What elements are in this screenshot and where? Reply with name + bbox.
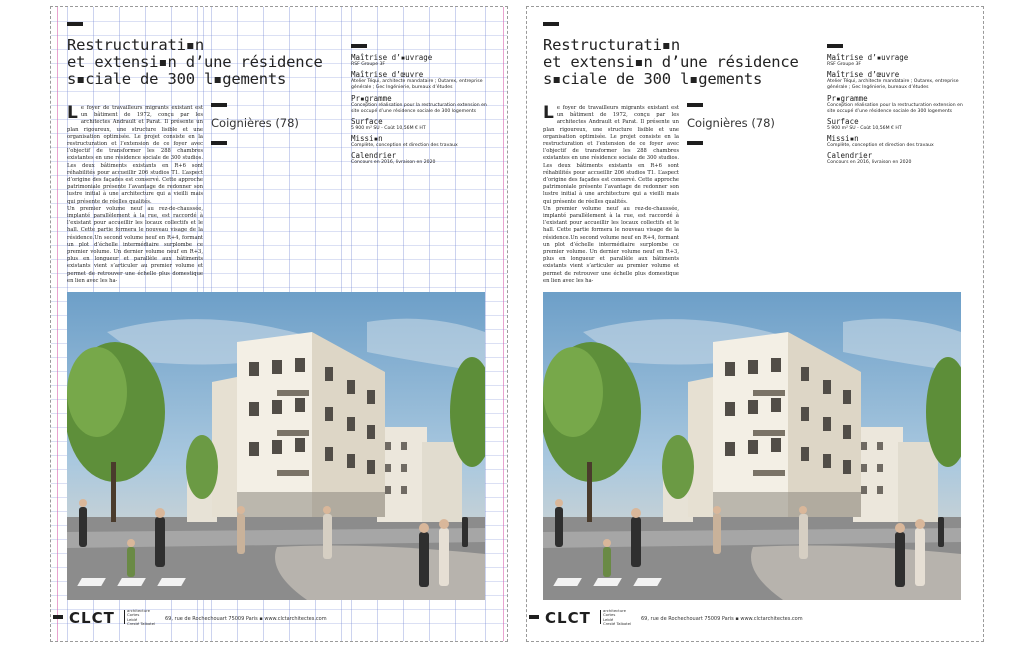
guide-line-horizontal bbox=[51, 287, 507, 288]
city-marker-bottom bbox=[687, 141, 703, 145]
logo-subtitle-line: architecture bbox=[603, 608, 626, 613]
clct-logo: CLCT bbox=[69, 609, 115, 627]
info-value: Concours en 2016, livraison en 2020 bbox=[351, 160, 436, 166]
info-label: Calendrier bbox=[827, 151, 873, 161]
title-line: s▪ciale de 300 l▪gements bbox=[67, 70, 287, 88]
intro-paragraph: Un premier volume neuf au rez-de-chaussée, implanté parallèlement à la rue, est raccordé à l’existant pour accueillir les locaux collectifs et le hall. Cette partie formera le nouveau visage de la résidence.Un second volume neuf en R+4, formant un plot d’échelle intermédiaire surplombe ce premier volume. Un dernier volume neuf en R+3, plus en longueur et parallèle aux bâtiments existants vient s’articuler au premier volume et permet de retrouver une échelle plus domestique en lien avec les ha- bbox=[67, 205, 203, 284]
info-label: Calendrier bbox=[351, 151, 397, 161]
margin-guide bbox=[503, 7, 504, 641]
title-line: et extensi▪n d’une résidence bbox=[67, 53, 323, 71]
logo-separator bbox=[124, 610, 125, 624]
footer-marker-bar bbox=[53, 615, 63, 619]
info-label: Missi▪n bbox=[351, 134, 383, 144]
title-marker-bar bbox=[67, 22, 83, 26]
info-value: RSF Groupe 3F bbox=[827, 62, 862, 67]
title-line: et extensi▪n d’une résidence bbox=[543, 53, 799, 71]
project-info bbox=[827, 51, 967, 168]
logo-subtitle bbox=[603, 609, 631, 627]
page-footer bbox=[53, 608, 483, 628]
drop-cap: L bbox=[543, 103, 554, 123]
logo-subtitle-line: Leblé bbox=[603, 616, 614, 622]
info-value: Complète, conception et direction des travaux bbox=[351, 143, 458, 149]
drop-cap: L bbox=[67, 103, 78, 123]
guide-line-horizontal bbox=[51, 21, 507, 22]
logo-subtitle bbox=[127, 609, 155, 627]
city-marker-top bbox=[211, 103, 227, 107]
info-label: Pr▪gramme bbox=[827, 93, 868, 103]
title-line: Restructurati▪n bbox=[67, 36, 204, 54]
intro-text bbox=[67, 105, 203, 285]
page-footer bbox=[529, 608, 959, 628]
info-value: Atelier Téqui, architecte mandataire ; Outarex, entreprise générale ; Gec Ingénierie, bureaux d’études bbox=[827, 79, 959, 91]
info-value: Atelier Téqui, architecte mandataire ; Outarex, entreprise générale ; Gec Ingénierie, bureaux d’études bbox=[351, 79, 483, 91]
info-label: Surface bbox=[351, 117, 383, 127]
info-value: Complète, conception et direction des travaux bbox=[827, 143, 934, 149]
title-line: s▪ciale de 300 l▪gements bbox=[543, 70, 763, 88]
info-value: RSF Groupe 3F bbox=[351, 62, 386, 67]
info-value: Concours en 2016, livraison en 2020 bbox=[827, 160, 912, 166]
footer-marker-bar bbox=[529, 615, 539, 619]
info-label: Maîtrise d’œuvre bbox=[351, 70, 424, 80]
info-marker-bar bbox=[827, 44, 843, 48]
city-label: Coignières (78) bbox=[211, 116, 299, 130]
logo-subtitle-line: architecture bbox=[127, 608, 150, 613]
info-label: Maîtrise d’œuvre bbox=[827, 70, 900, 80]
footer-address: 69, rue de Rochechouart 75009 Paris ▪ www.clctarchitectes.com bbox=[165, 616, 327, 622]
info-value: 5 900 m² SU - Coût 10,56M € HT bbox=[827, 126, 902, 132]
logo-subtitle-line: Leblé bbox=[127, 616, 138, 622]
page-with-guides bbox=[50, 6, 508, 642]
footer-address: 69, rue de Rochechouart 75009 Paris ▪ www.clctarchitectes.com bbox=[641, 616, 803, 622]
info-value: Conception réalisation pour la restructuration extension en site occupé d’une résidence sociale de 300 logements bbox=[351, 102, 487, 114]
title-line: Restructurati▪n bbox=[543, 36, 680, 54]
logo-subtitle-line: Cresté Talbotel bbox=[603, 621, 632, 627]
page-title bbox=[543, 37, 823, 88]
intro-text bbox=[543, 105, 679, 285]
info-label: Maîtrise d’▪uvrage bbox=[351, 53, 433, 62]
clct-logo: CLCT bbox=[545, 609, 591, 627]
info-label: Maîtrise d’▪uvrage bbox=[827, 53, 909, 62]
info-value: Conception réalisation pour la restructuration extension en site occupé d’une résidence sociale de 300 logements bbox=[827, 102, 963, 114]
intro-paragraph: e foyer de travailleurs migrants existant est un bâtiment de 1972, conçu par les architectes Andrault et Parat. Il présente un plan rigoureux, une structure lisible et une organisation optimisée. Le projet consiste en la restructuration et l’extension de ce foyer avec l’objectif de transformer les 288 chambres existantes en une résidence sociale de 300 studios. Les deux bâtiments existants en R+6 sont réhabilités pour accueillir 206 studios T1. L’aspect d’origine des façades est conservé. Cette approche patrimoniale présente l’avantage de redonner son lustre initial à une architecture qui a vieilli mais qui présente de réelles qualités. bbox=[543, 105, 679, 205]
logo-subtitle-line: Cortes bbox=[127, 612, 140, 618]
info-value: 5 900 m² SU - Coût 10,56M € HT bbox=[351, 126, 426, 132]
margin-guide bbox=[57, 7, 58, 641]
city-marker-bottom bbox=[211, 141, 227, 145]
project-info bbox=[351, 51, 491, 168]
info-label: Missi▪n bbox=[827, 134, 859, 144]
architectural-rendering bbox=[67, 292, 485, 600]
city-marker-top bbox=[687, 103, 703, 107]
title-marker-bar bbox=[543, 22, 559, 26]
info-marker-bar bbox=[351, 44, 367, 48]
page-preview bbox=[526, 6, 984, 642]
info-label: Pr▪gramme bbox=[351, 93, 392, 103]
page-title bbox=[67, 37, 347, 88]
logo-separator bbox=[600, 610, 601, 624]
city-label: Coignières (78) bbox=[687, 116, 775, 130]
info-label: Surface bbox=[827, 117, 859, 127]
page-spread bbox=[50, 6, 986, 642]
logo-subtitle-line: Cresté Talbotel bbox=[127, 621, 156, 627]
architectural-rendering bbox=[543, 292, 961, 600]
intro-paragraph: Un premier volume neuf au rez-de-chaussée, implanté parallèlement à la rue, est raccordé à l’existant pour accueillir les locaux collectifs et le hall. Cette partie formera le nouveau visage de la résidence.Un second volume neuf en R+4, formant un plot d’échelle intermédiaire surplombe ce premier volume. Un dernier volume neuf en R+3, plus en longueur et parallèle aux bâtiments existants vient s’articuler au premier volume et permet de retrouver une échelle plus domestique en lien avec les ha- bbox=[543, 205, 679, 284]
logo-subtitle-line: Cortes bbox=[603, 612, 616, 618]
intro-paragraph: e foyer de travailleurs migrants existant est un bâtiment de 1972, conçu par les architectes Andrault et Parat. Il présente un plan rigoureux, une structure lisible et une organisation optimisée. Le projet consiste en la restructuration et l’extension de ce foyer avec l’objectif de transformer les 288 chambres existantes en une résidence sociale de 300 studios. Les deux bâtiments existants en R+6 sont réhabilités pour accueillir 206 studios T1. L’aspect d’origine des façades est conservé. Cette approche patrimoniale présente l’avantage de redonner son lustre initial à une architecture qui a vieilli mais qui présente de réelles qualités. bbox=[67, 105, 203, 205]
